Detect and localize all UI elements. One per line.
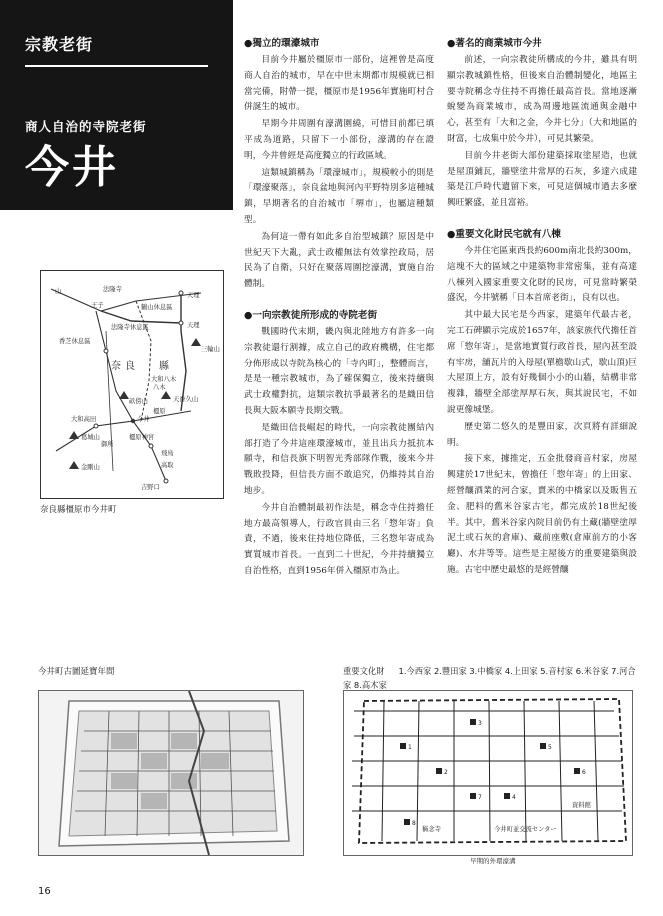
map-background bbox=[344, 691, 632, 855]
article-column-2 bbox=[447, 36, 637, 580]
svg-text:4: 4 bbox=[512, 794, 516, 801]
mountain-icon bbox=[119, 391, 129, 399]
map-label: 葛城山 bbox=[81, 434, 100, 441]
svg-text:6: 6 bbox=[582, 769, 586, 776]
svg-text:7: 7 bbox=[478, 794, 482, 801]
mountain-icon bbox=[69, 431, 79, 439]
paragraph: 這類城鎮稱為「環濠城市」，規模較小的則是「環濠聚落」，奈良盆地與河內平野特別多這種城鎮，早期著名的自治城市「堺市」，也屬這種類型。 bbox=[244, 167, 434, 225]
station-marker bbox=[94, 424, 98, 428]
map-label: 天理 bbox=[187, 322, 200, 329]
caption-heading: 重要文化財 bbox=[343, 666, 385, 676]
map-label: 畝傍山 bbox=[129, 398, 148, 405]
map-label: 王子 bbox=[91, 302, 104, 309]
section-heading: ●一向宗教徒所形成的寺院老街 bbox=[244, 309, 378, 321]
svg-text:5: 5 bbox=[548, 744, 552, 751]
section-heading: ●重要文化財民宅就有八棟 bbox=[447, 228, 561, 240]
station-marker bbox=[164, 479, 168, 483]
map-label: 天理 bbox=[187, 292, 200, 299]
paragraph: 戰國時代末期，畿內與北陸地方有許多一向宗教徒還行割據，成立自己的政府機構，住宅都分佈形成以寺院為核心的「寺內町」，整體而言，是是一種宗教城市，為了確保獨立，後來持續與武士政權對抗，這類宗教抗爭最著名的是織田信長與大阪本願寺長期交戰。 bbox=[244, 326, 434, 416]
paragraph: 目前今井屬於橿原市一部份，這裡曾是高度商人自治的城市，早在中世末期都市規模就已相當完備，附帶一提，橿原市是1956年實施町村合併誕生的城市。 bbox=[244, 55, 434, 113]
mountain-icon bbox=[161, 391, 171, 399]
map-label: 鶴山休息區 bbox=[141, 304, 173, 311]
map-label: 縣 bbox=[159, 361, 173, 372]
header-divider bbox=[25, 65, 208, 67]
map-label: 今井町並交流センター bbox=[494, 826, 557, 833]
map-label: 今井 bbox=[137, 416, 150, 423]
page-number: 16 bbox=[38, 886, 51, 897]
map-label: 香芝休息區 bbox=[59, 338, 91, 345]
cultural-property-map bbox=[343, 690, 633, 856]
map-label: 橿原神宮 bbox=[129, 434, 155, 441]
map-label: 法隆寺 bbox=[103, 286, 122, 293]
map-label: 奈良 bbox=[111, 361, 139, 372]
map-label: 金剛山 bbox=[81, 464, 100, 471]
highway bbox=[101, 311, 181, 323]
map-label: 法隆寺休息區 bbox=[111, 324, 149, 331]
map-label: 大和八木 bbox=[151, 376, 177, 383]
header-block bbox=[0, 0, 233, 210]
paragraph: 為何這一帶有如此多自治型城鎮？原因是中世紀天下大亂，武士政權無法有效掌控政局，居民為了自衛，只好在聚落周圍挖濠溝，實施自治體制。 bbox=[244, 231, 434, 290]
map-label: 資料館 bbox=[572, 802, 591, 809]
svg-text:8: 8 bbox=[412, 820, 416, 827]
cultural-map-svg bbox=[344, 691, 632, 855]
map-label: 天香久山 bbox=[173, 396, 199, 403]
page-title: 今井 bbox=[25, 142, 119, 193]
station-marker bbox=[104, 349, 108, 353]
article-column-1 bbox=[244, 36, 434, 581]
cultural-property-caption bbox=[343, 664, 643, 692]
map-label: 三輪山 bbox=[201, 346, 220, 353]
moat-caption: 早期的外環濠溝 bbox=[470, 857, 516, 865]
section-label: 宗教老街 bbox=[25, 35, 94, 54]
svg-text:3: 3 bbox=[478, 720, 482, 727]
map-label: 稱念寺 bbox=[422, 826, 441, 833]
paragraph: 今井住宅區東西長約600m南北長約300m，這塊不大的區域之中建築物非常密集，並有高達八棟列入國家重要文化財的民房，可見當時繁榮盛況，今井號稱「日本首席老街」，良有以也。 bbox=[447, 245, 637, 304]
station-marker bbox=[179, 321, 183, 325]
station-marker bbox=[179, 291, 183, 295]
map-label: 御所 bbox=[101, 441, 114, 448]
svg-text:1: 1 bbox=[408, 744, 412, 751]
svg-text:2: 2 bbox=[444, 769, 448, 776]
nara-region-map bbox=[40, 270, 224, 499]
paragraph: 歷史第二悠久的是豐田家，次頁將有詳細說明。 bbox=[447, 421, 637, 448]
paragraph: 今井自治體制最初作法是，稱念寺住持擔任地方最高領導人，行政官員由三名「惣年寄」負責，不過，後來住持地位降低，三名惣年寄成為實質城市首長。一直到二十世紀，今井持續獨立自治性格，直到1956年併入橿原市為止。 bbox=[244, 502, 434, 576]
section-heading: ●著名的商業城市今井 bbox=[447, 38, 542, 49]
old-map-caption: 今井町古圖延寶年間 bbox=[38, 667, 115, 677]
paragraph: 早期今井周圍有濠溝圍繞，可惜目前都已填平成為道路，只留下一小部份，濠溝的存在證明，今井曾經是高度獨立的行政區域。 bbox=[244, 119, 434, 161]
highway bbox=[181, 296, 186, 411]
caption-items: 1.今西家 2.豐田家 3.中橋家 4.上田家 5.音村家 6.米谷家 7.河合家 8.高木家 bbox=[343, 666, 636, 690]
station-marker bbox=[149, 444, 153, 448]
map-label: 大和高田 bbox=[71, 416, 97, 423]
map-caption: 奈良縣橿原市今井町 bbox=[40, 505, 117, 515]
section-heading: ●獨立的環濠城市 bbox=[244, 38, 320, 49]
mountain-icon bbox=[69, 461, 79, 469]
map-label: 八木 bbox=[153, 384, 166, 391]
map-label: 飛鳥 bbox=[161, 450, 174, 457]
paragraph: 是織田信長崛起的時代，一向宗教徒團結內部打造了今井這座環濠城市，並且出兵力抵抗本願寺，和信長旗下明智光秀部隊作戰，後來今井戰敗投降，但信長方面不敢追究，仍維持其自治地步。 bbox=[244, 422, 434, 496]
rail-line bbox=[51, 289, 201, 311]
map-label: 高取 bbox=[161, 462, 174, 469]
mountain-icon bbox=[191, 338, 201, 346]
page-subtitle: 商人自治的寺院老街 bbox=[25, 119, 147, 134]
paragraph: 接下來，據推定，五金批發商音村家，房屋興建於17世紀末，曾擔任「惣年寄」的上田家、經營釀酒業的河合家，賣米的中橋家以及販售五金、肥料的舊米谷家古宅，都完成於18世紀後半。其中，舊米谷家內院目前仍有土藏(牆壁塗厚泥土或石灰的倉庫)、藏前座敷(倉庫前方的小客廳)、水井等等。這些是主屋後方的重要建築與設施。古宅中歷史最悠的是經營釀 bbox=[447, 454, 637, 575]
nara-map-svg bbox=[41, 271, 223, 498]
old-town-map bbox=[38, 690, 304, 856]
map-label: 吉野口 bbox=[141, 484, 160, 491]
paragraph: 前述，一向宗教徒所構成的今井，雖具有明顯宗教城鎮性格，但後來自治體制變化，地區主要寺院稱念寺住持不再擔任最高首長。當地逐漸蛻變為商業城市，成為周邊地區流通與金融中心，甚至有「大和之金，今井七分」（大和地區的財富，七成集中於今井），可見其繁榮。 bbox=[447, 55, 637, 144]
paragraph: 目前今井老街大部份建築採取塗屋造，也就是屋頂鋪瓦，牆壁塗井常厚的石灰，多達六成建築是江戶時代遺留下來，可見這個城市過去多麼興旺繁盛，並且富裕。 bbox=[447, 150, 637, 209]
paragraph: 其中最大民宅是今西家，建築年代最古老，完工石碑顯示完成於1657年，該家族代代擔任首席「惣年寄」，是當地實質行政首長，屋內甚至設有牢房，舖瓦片的入母屋(單檐歇山式，歇山頂)巨大屋頂上方，設有好幾個小小的山牆，結構非常複雜，牆壁全部塗厚厚石灰，與其說民宅，不如說更像城堡。 bbox=[447, 310, 637, 415]
old-town-map-svg bbox=[39, 691, 303, 855]
map-label: 橿原 bbox=[153, 408, 166, 415]
map-label: 山 bbox=[55, 288, 62, 295]
imai-marker bbox=[131, 419, 135, 423]
